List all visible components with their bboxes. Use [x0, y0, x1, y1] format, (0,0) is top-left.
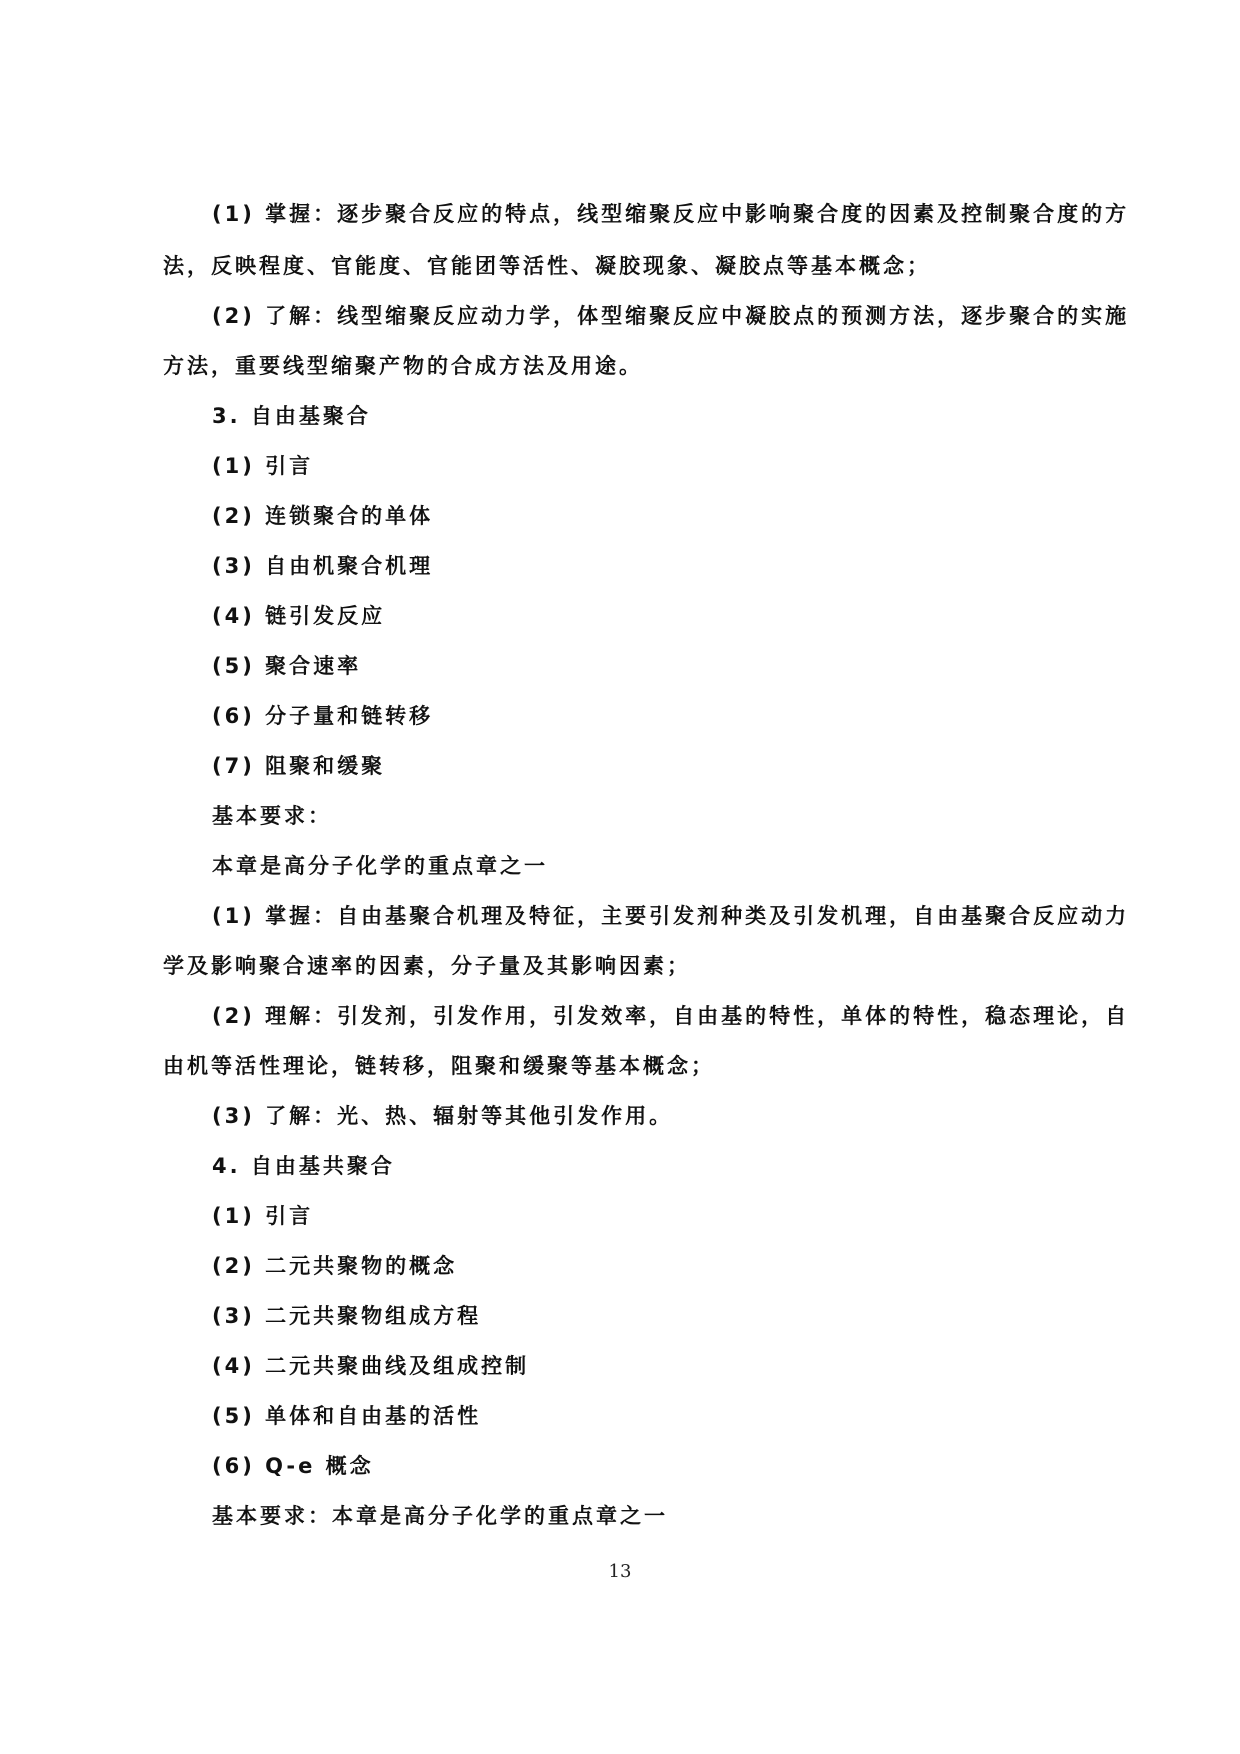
paragraph-line: (1) 掌握：自由基聚合机理及特征，主要引发剂种类及引发机理，自由基聚合反应动力: [212, 904, 1130, 928]
list-item: (3) 二元共聚物组成方程: [212, 1304, 482, 1328]
list-item: (4) 链引发反应: [212, 604, 386, 628]
paragraph-line: 本章是高分子化学的重点章之一: [212, 854, 548, 878]
section-heading: 3. 自由基聚合: [212, 404, 371, 428]
list-item: (5) 聚合速率: [212, 654, 362, 678]
page-number: 13: [608, 1561, 632, 1582]
paragraph-line: 学及影响聚合速率的因素，分子量及其影响因素；: [163, 954, 691, 978]
paragraph-line: (1) 掌握：逐步聚合反应的特点，线型缩聚反应中影响聚合度的因素及控制聚合度的方: [212, 202, 1130, 226]
paragraph-line: (3) 了解：光、热、辐射等其他引发作用。: [212, 1104, 674, 1128]
requirements-heading: 基本要求：: [212, 804, 332, 828]
paragraph-line: (2) 了解：线型缩聚反应动力学，体型缩聚反应中凝胶点的预测方法，逐步聚合的实施: [212, 304, 1130, 328]
list-item: (7) 阻聚和缓聚: [212, 754, 386, 778]
requirements-heading: 基本要求：本章是高分子化学的重点章之一: [212, 1504, 668, 1528]
list-item: (6) 分子量和链转移: [212, 704, 434, 728]
paragraph-line: 法，反映程度、官能度、官能团等活性、凝胶现象、凝胶点等基本概念；: [163, 254, 931, 278]
paragraph-line: (2) 理解：引发剂，引发作用，引发效率，自由基的特性，单体的特性，稳态理论，自: [212, 1004, 1130, 1028]
paragraph-line: 方法，重要线型缩聚产物的合成方法及用途。: [163, 354, 643, 378]
list-item: (1) 引言: [212, 1204, 314, 1228]
list-item: (1) 引言: [212, 454, 314, 478]
list-item: (3) 自由机聚合机理: [212, 554, 434, 578]
list-item: (5) 单体和自由基的活性: [212, 1404, 482, 1428]
list-item: (2) 连锁聚合的单体: [212, 504, 434, 528]
list-item: (4) 二元共聚曲线及组成控制: [212, 1354, 530, 1378]
list-item: (6) Q-e 概念: [212, 1454, 374, 1478]
paragraph-line: 由机等活性理论，链转移，阻聚和缓聚等基本概念；: [163, 1054, 715, 1078]
list-item: (2) 二元共聚物的概念: [212, 1254, 458, 1278]
section-heading: 4. 自由基共聚合: [212, 1154, 395, 1178]
